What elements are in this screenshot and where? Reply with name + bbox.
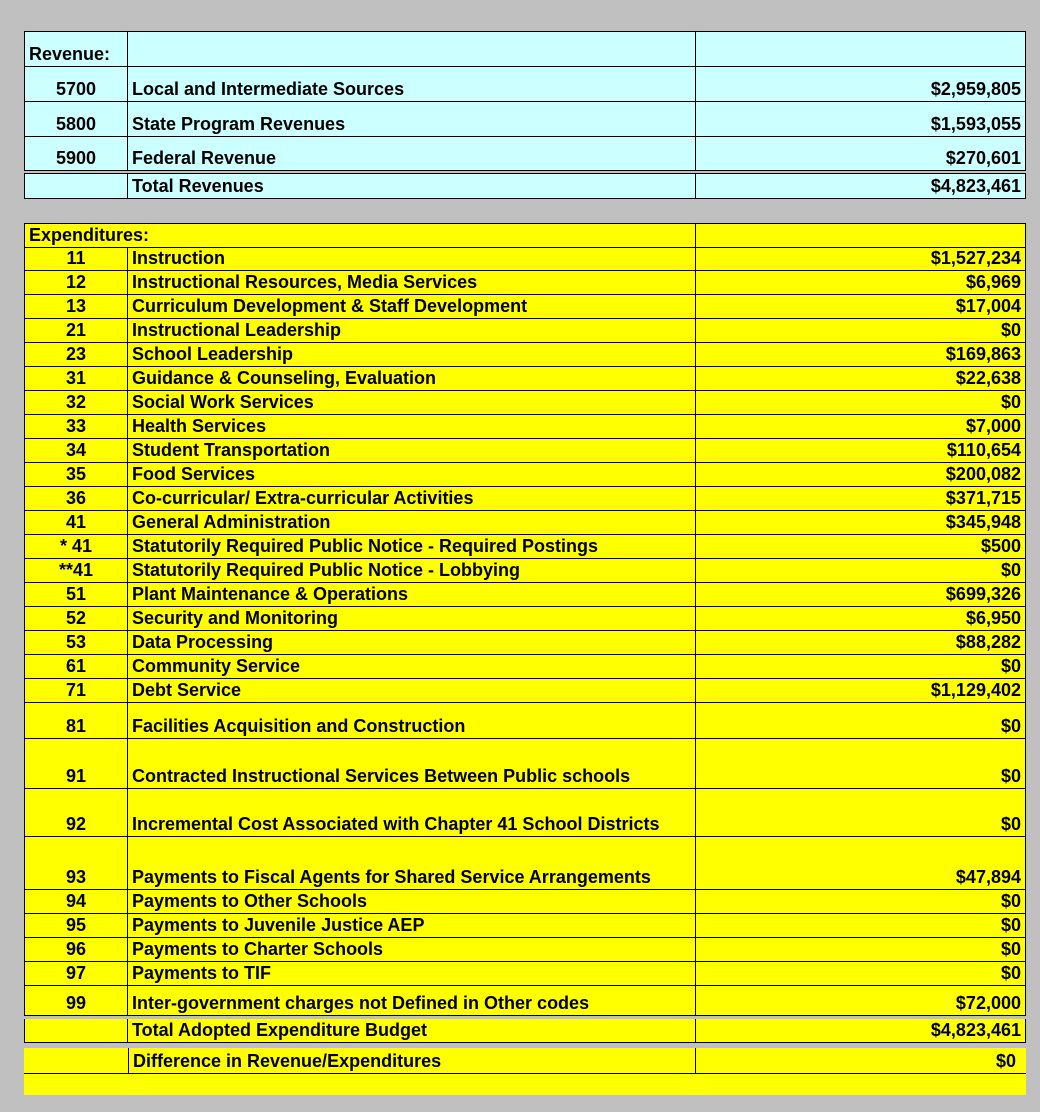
expenditure-row (24, 463, 1026, 487)
expenditure-row (24, 655, 1026, 679)
expenditure-amount: $72,000 (696, 986, 1026, 1016)
expenditure-code: 36 (24, 487, 128, 511)
expenditure-amount: $88,282 (696, 631, 1026, 655)
expenditure-row (24, 938, 1026, 962)
revenue-amount: $270,601 (696, 137, 1026, 171)
expenditure-label: Inter-government charges not Defined in Other codes (128, 986, 696, 1016)
revenue-total-label: Total Revenues (128, 173, 696, 199)
expenditure-label: Debt Service (128, 679, 696, 703)
expenditure-label: Payments to Other Schools (128, 890, 696, 914)
expenditure-label: Instructional Resources, Media Services (128, 271, 696, 295)
revenue-label: State Program Revenues (128, 102, 696, 137)
expenditure-label: General Administration (128, 511, 696, 535)
revenue-row (24, 137, 1026, 171)
expenditure-code: 52 (24, 607, 128, 631)
expenditure-code: 33 (24, 415, 128, 439)
expenditure-amount: $7,000 (696, 415, 1026, 439)
expenditure-code: 35 (24, 463, 128, 487)
expenditure-code: 96 (24, 938, 128, 962)
expenditure-code: 97 (24, 962, 128, 986)
expenditure-label: Data Processing (128, 631, 696, 655)
expenditure-row (24, 837, 1026, 890)
expenditure-row (24, 890, 1026, 914)
expenditure-label: Contracted Instructional Services Between Public schools (128, 739, 696, 789)
revenue-amount: $2,959,805 (696, 67, 1026, 102)
expenditure-row (24, 415, 1026, 439)
expenditure-row (24, 535, 1026, 559)
expenditure-code: 91 (24, 739, 128, 789)
expenditure-code: 13 (24, 295, 128, 319)
expenditure-amount: $6,969 (696, 271, 1026, 295)
expenditure-row (24, 343, 1026, 367)
expenditure-row (24, 271, 1026, 295)
revenue-amount: $1,593,055 (696, 102, 1026, 137)
revenue-header-row (24, 31, 1026, 67)
expenditure-code: 41 (24, 511, 128, 535)
expenditure-label: Facilities Acquisition and Construction (128, 703, 696, 739)
expenditure-code: * 41 (24, 535, 128, 559)
expenditure-row (24, 319, 1026, 343)
revenue-code: 5700 (24, 67, 128, 102)
expenditure-amount: $0 (696, 938, 1026, 962)
expenditure-amount: $200,082 (696, 463, 1026, 487)
expenditure-code: 61 (24, 655, 128, 679)
expenditure-label: Statutorily Required Public Notice - Lobbying (128, 559, 696, 583)
expenditure-row (24, 631, 1026, 655)
expenditure-amount: $699,326 (696, 583, 1026, 607)
expenditure-row (24, 439, 1026, 463)
expenditure-code: 92 (24, 789, 128, 837)
expenditure-code: 95 (24, 914, 128, 938)
expenditure-amount: $0 (696, 962, 1026, 986)
expenditure-label: Payments to Fiscal Agents for Shared Service Arrangements (128, 837, 696, 890)
expenditure-label: Payments to Charter Schools (128, 938, 696, 962)
expenditure-label: Plant Maintenance & Operations (128, 583, 696, 607)
expenditure-label: Social Work Services (128, 391, 696, 415)
expenditure-label: Incremental Cost Associated with Chapter 41 School Districts (128, 789, 696, 837)
expenditure-label: Payments to Juvenile Justice AEP (128, 914, 696, 938)
expenditure-amount: $345,948 (696, 511, 1026, 535)
expenditure-amount: $0 (696, 319, 1026, 343)
expenditure-row (24, 962, 1026, 986)
revenue-total-amount: $4,823,461 (696, 173, 1026, 199)
expenditure-row (24, 607, 1026, 631)
expenditure-label: Security and Monitoring (128, 607, 696, 631)
expenditures-total-row (24, 1019, 1026, 1043)
expenditure-code: 23 (24, 343, 128, 367)
expenditure-label: School Leadership (128, 343, 696, 367)
expenditure-code: **41 (24, 559, 128, 583)
expenditure-amount: $0 (696, 391, 1026, 415)
expenditure-row (24, 914, 1026, 938)
expenditure-amount: $110,654 (696, 439, 1026, 463)
revenue-header: Revenue: (24, 31, 128, 67)
expenditure-row (24, 511, 1026, 535)
expenditure-row (24, 391, 1026, 415)
expenditure-amount: $6,950 (696, 607, 1026, 631)
expenditure-code: 53 (24, 631, 128, 655)
expenditure-label: Co-curricular/ Extra-curricular Activities (128, 487, 696, 511)
revenue-label: Federal Revenue (128, 137, 696, 171)
expenditures-total-label: Total Adopted Expenditure Budget (128, 1019, 696, 1043)
revenue-code: 5800 (24, 102, 128, 137)
expenditure-code: 81 (24, 703, 128, 739)
expenditure-amount: $17,004 (696, 295, 1026, 319)
expenditure-amount: $1,129,402 (696, 679, 1026, 703)
expenditure-amount: $0 (696, 655, 1026, 679)
expenditure-label: Instruction (128, 247, 696, 271)
difference-amount: $0 (696, 1048, 1026, 1074)
expenditure-row (24, 703, 1026, 739)
expenditure-amount: $0 (696, 703, 1026, 739)
expenditure-amount: $0 (696, 559, 1026, 583)
expenditure-amount: $0 (696, 890, 1026, 914)
expenditure-code: 71 (24, 679, 128, 703)
expenditure-amount: $0 (696, 739, 1026, 789)
expenditure-label: Community Service (128, 655, 696, 679)
expenditure-row (24, 986, 1026, 1016)
expenditure-code: 51 (24, 583, 128, 607)
expenditure-label: Statutorily Required Public Notice - Required Postings (128, 535, 696, 559)
expenditures-header-row (24, 223, 1026, 247)
expenditure-amount: $0 (696, 789, 1026, 837)
expenditure-code: 11 (24, 247, 128, 271)
expenditure-row (24, 583, 1026, 607)
expenditure-row (24, 789, 1026, 837)
expenditure-label: Guidance & Counseling, Evaluation (128, 367, 696, 391)
expenditure-code: 31 (24, 367, 128, 391)
expenditure-amount: $0 (696, 914, 1026, 938)
expenditure-label: Curriculum Development & Staff Development (128, 295, 696, 319)
expenditure-amount: $500 (696, 535, 1026, 559)
expenditure-row (24, 679, 1026, 703)
expenditure-code: 12 (24, 271, 128, 295)
expenditure-row (24, 487, 1026, 511)
expenditure-code: 99 (24, 986, 128, 1016)
expenditure-row (24, 559, 1026, 583)
revenue-total-row (24, 173, 1026, 199)
expenditure-label: Health Services (128, 415, 696, 439)
expenditure-amount: $47,894 (696, 837, 1026, 890)
expenditures-table (24, 223, 1026, 1043)
expenditure-amount: $1,527,234 (696, 247, 1026, 271)
difference-label: Difference in Revenue/Expenditures (128, 1048, 696, 1074)
expenditure-row (24, 295, 1026, 319)
expenditure-code: 94 (24, 890, 128, 914)
expenditure-row (24, 247, 1026, 271)
expenditure-code: 21 (24, 319, 128, 343)
expenditures-header: Expenditures: (24, 223, 696, 247)
expenditure-label: Food Services (128, 463, 696, 487)
expenditure-amount: $22,638 (696, 367, 1026, 391)
revenue-row (24, 102, 1026, 137)
expenditure-amount: $371,715 (696, 487, 1026, 511)
expenditures-total-amount: $4,823,461 (696, 1019, 1026, 1043)
expenditure-amount: $169,863 (696, 343, 1026, 367)
revenue-table (24, 31, 1026, 199)
revenue-code: 5900 (24, 137, 128, 171)
revenue-label: Local and Intermediate Sources (128, 67, 696, 102)
expenditure-label: Instructional Leadership (128, 319, 696, 343)
difference-table (24, 1048, 1026, 1095)
expenditure-row (24, 739, 1026, 789)
difference-row (24, 1048, 1026, 1074)
revenue-row (24, 67, 1026, 102)
expenditure-code: 32 (24, 391, 128, 415)
expenditure-code: 93 (24, 837, 128, 890)
expenditure-label: Student Transportation (128, 439, 696, 463)
expenditure-code: 34 (24, 439, 128, 463)
expenditure-label: Payments to TIF (128, 962, 696, 986)
expenditure-row (24, 367, 1026, 391)
